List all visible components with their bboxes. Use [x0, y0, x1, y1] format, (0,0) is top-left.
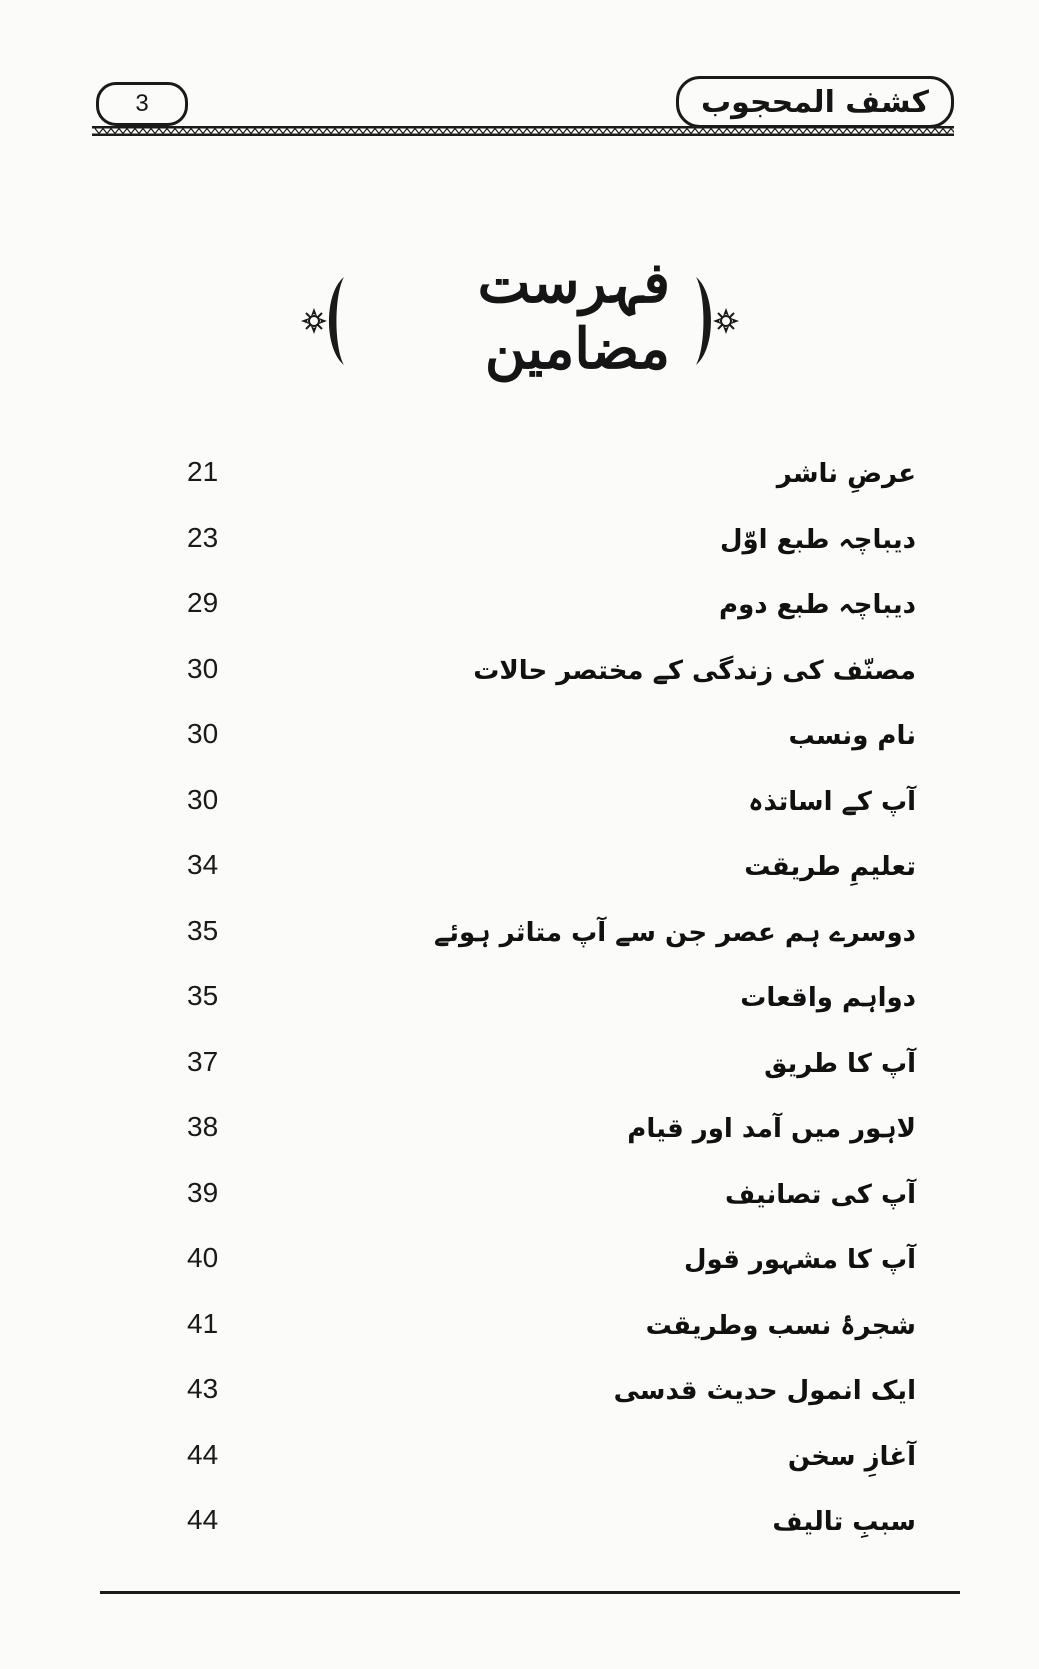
toc-entry-title: آپ کا مشہور قول: [683, 1245, 916, 1275]
toc-entry: [0, 1107, 1039, 1169]
toc-page-number: 30: [187, 652, 219, 684]
toc-entry-title: شجرۂ نسب وطریقت: [645, 1310, 916, 1341]
toc-page-number: 30: [187, 718, 219, 749]
toc-page-number: 41: [187, 1307, 219, 1339]
toc-entry: [0, 976, 1039, 1038]
toc-entry: [0, 1173, 1039, 1235]
toc-entry: [0, 780, 1039, 842]
toc-entry-title: تعلیمِ طریقت: [744, 852, 916, 882]
page-number: 3: [135, 90, 149, 117]
toc-entry-title: دیباچہ طبع اوّل: [719, 524, 916, 555]
contents-title: فہرست مضامین: [477, 250, 670, 382]
toc-page-number: 35: [187, 980, 219, 1011]
toc-page-number: 43: [187, 1373, 219, 1404]
toc-entry-title: دواہم واقعات: [740, 983, 916, 1013]
toc-entry: [0, 1500, 1039, 1562]
toc-page-number: 44: [187, 1504, 219, 1535]
toc-entry-title: آپ کی تصانیف: [724, 1179, 916, 1210]
toc-entry-title: نام ونسب: [788, 721, 916, 751]
toc-entry: [0, 1369, 1039, 1431]
toc-entry: [0, 649, 1039, 711]
book-title-badge: [676, 76, 954, 128]
toc-entry-title: دوسرے ہم عصر جن سے آپ متاثر ہوئے: [434, 917, 916, 948]
toc-page-number: 35: [187, 914, 219, 946]
toc-page-number: 40: [187, 1242, 219, 1273]
toc-page-number: 38: [187, 1111, 219, 1142]
toc-entry-title: لاہور میں آمد اور قیام: [627, 1114, 916, 1144]
toc-entry: [0, 714, 1039, 776]
toc-page-number: 44: [187, 1438, 219, 1470]
toc-entry-title: ایک انمول حدیث قدسی: [613, 1376, 916, 1406]
toc-page-number: 39: [187, 1176, 219, 1208]
toc-page-number: 21: [187, 456, 219, 487]
toc-page-number: 23: [187, 521, 219, 553]
header-rule: [92, 126, 954, 136]
toc-entry-title: آغازِ سخن: [787, 1441, 916, 1472]
toc-entry: [0, 1304, 1039, 1366]
toc-entry-title: مصنّف کی زندگی کے مختصر حالات: [473, 655, 916, 686]
toc-page-number: 29: [187, 587, 219, 618]
toc-entry: [0, 1042, 1039, 1104]
toc-entry-title: آپ کا طریق: [764, 1048, 916, 1079]
footer-rule: [100, 1591, 960, 1594]
toc-entry-title: دیباچہ طبع دوم: [719, 590, 916, 620]
toc-page-number: 34: [187, 849, 219, 880]
toc-entry: [0, 911, 1039, 973]
toc-entry: [0, 518, 1039, 580]
left-ornament-icon: [300, 273, 360, 369]
toc-entry: [0, 1435, 1039, 1497]
book-title: كشف المحجوب: [701, 84, 930, 120]
toc-entry-title: سببِ تالیف: [772, 1507, 916, 1537]
right-ornament-icon: [680, 273, 740, 369]
toc-entry: [0, 1238, 1039, 1300]
toc-entry: [0, 583, 1039, 645]
toc-entry-title: عرضِ ناشر: [776, 459, 916, 489]
toc-entry: [0, 845, 1039, 907]
page-number-badge: [96, 82, 188, 126]
toc-page-number: 30: [187, 783, 219, 815]
toc-page-number: 37: [187, 1045, 219, 1077]
contents-heading: [300, 250, 740, 382]
toc-entry: [0, 452, 1039, 514]
toc-entry-title: آپ کے اساتذہ: [748, 786, 916, 817]
